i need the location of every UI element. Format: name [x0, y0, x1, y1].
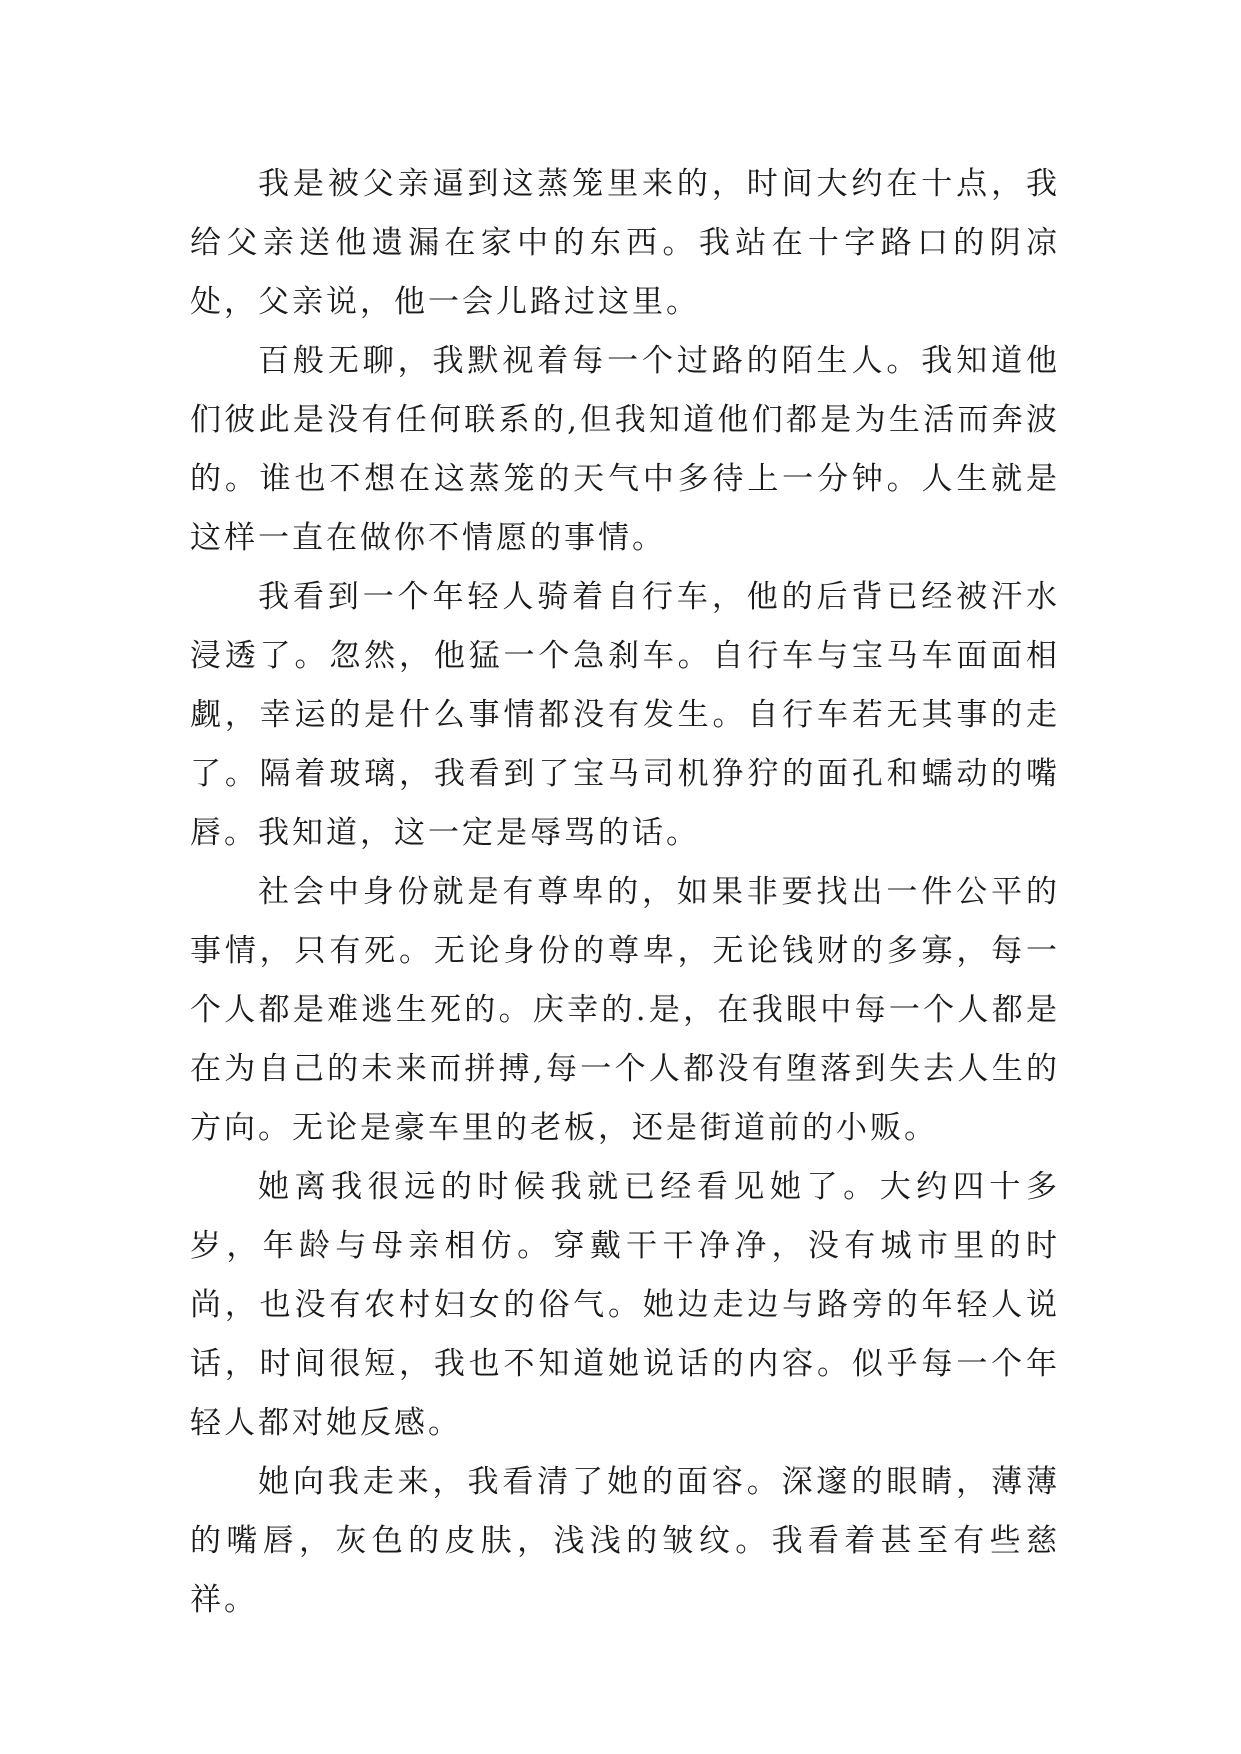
paragraph-6: 她向我走来，我看清了她的面容。深邃的眼睛，薄薄的嘴唇，灰色的皮肤，浅浅的皱纹。我看着甚至有些慈祥。 [190, 1464, 1060, 1618]
paragraph-1: 我是被父亲逼到这蒸笼里来的，时间大约在十点，我给父亲送他遗漏在家中的东西。我站在十字路口的阴凉处，父亲说，他一会儿路过这里。 [190, 166, 1060, 320]
paragraph-3: 我看到一个年轻人骑着自行车，他的后背已经被汗水浸透了。忽然，他猛一个急刹车。自行车与宝马车面面相觑，幸运的是什么事情都没有发生。自行车若无其事的走了。隔着玻璃，我看到了宝马司机狰狞的面孔和蠕动的嘴唇。我知道，这一定是辱骂的话。 [190, 579, 1060, 851]
paragraph-4: 社会中身份就是有尊卑的，如果非要找出一件公平的事情，只有死。无论身份的尊卑，无论钱财的多寡，每一个人都是难逃生死的。庆幸的.是，在我眼中每一个人都是在为自己的未来而拼搏,每一个人都没有堕落到失去人生的方向。无论是豪车里的老板，还是街道前的小贩。 [190, 874, 1060, 1146]
body-text [190, 155, 1060, 1630]
paragraph-2: 百般无聊，我默视着每一个过路的陌生人。我知道他们彼此是没有任何联系的,但我知道他们都是为生活而奔波的。谁也不想在这蒸笼的天气中多待上一分钟。人生就是这样一直在做你不情愿的事情。 [190, 343, 1060, 556]
paragraph-5: 她离我很远的时候我就已经看见她了。大约四十多岁，年龄与母亲相仿。穿戴干干净净，没有城市里的时尚，也没有农村妇女的俗气。她边走边与路旁的年轻人说话，时间很短，我也不知道她说话的内容。似乎每一个年轻人都对她反感。 [190, 1169, 1060, 1441]
